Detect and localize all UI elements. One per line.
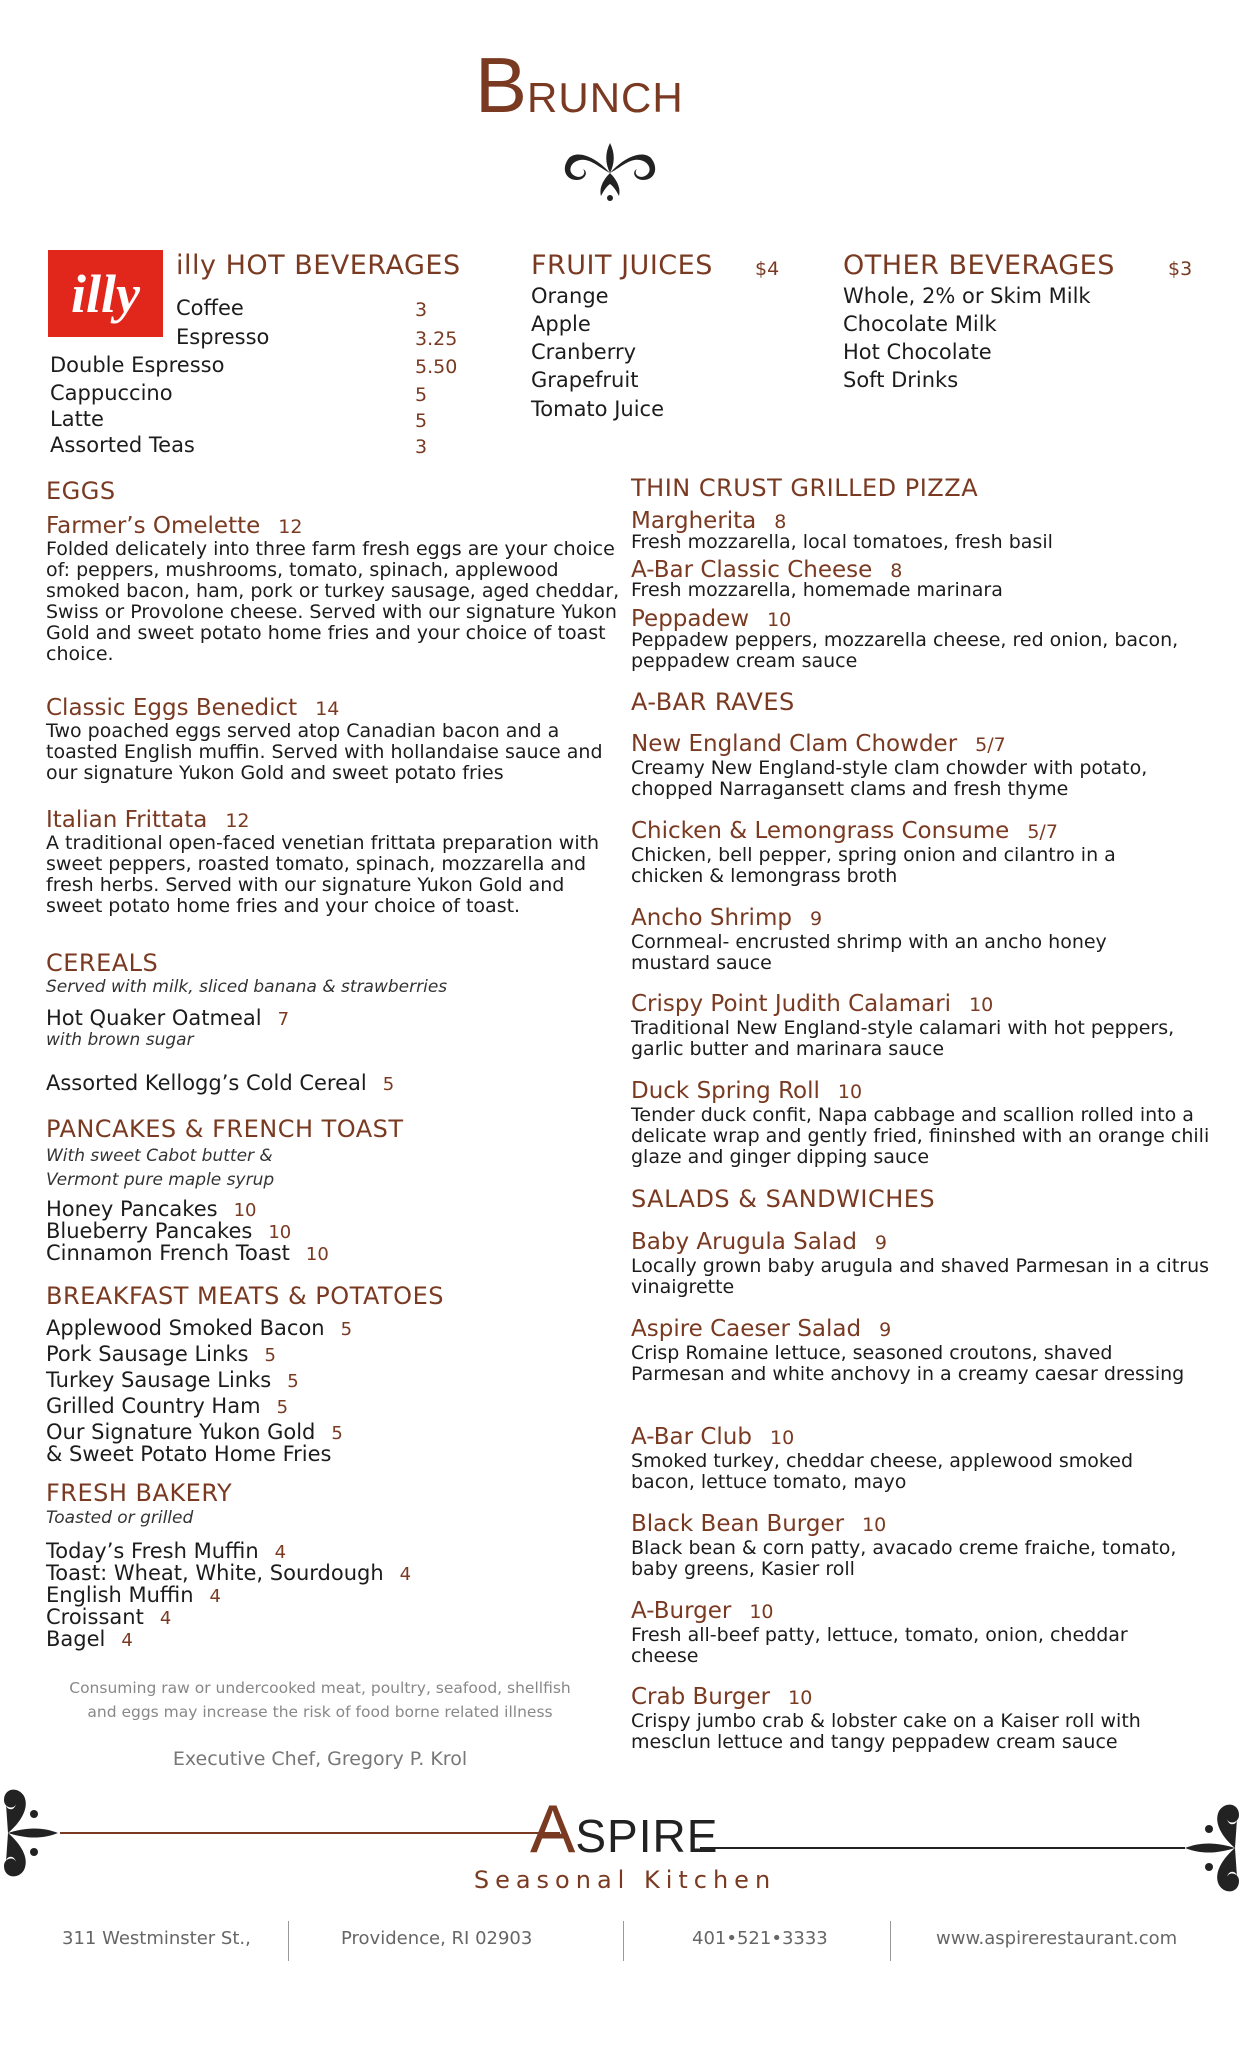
pancake-item [46,1197,256,1221]
item-price: 7 [277,1009,290,1030]
cereal-item [46,1071,394,1095]
brand-rest: SPIRE [575,1810,719,1862]
salads-item-desc: Locally grown baby arugula and shaved Parmesan in a citrus vinaigrette [631,1255,1210,1298]
item-price: 10 [788,1687,813,1709]
raves-item-title [631,1078,862,1104]
item-price: 5/7 [975,734,1006,756]
item-price: 12 [225,810,250,832]
salads-item-title [631,1424,794,1450]
other-bev-item: Chocolate Milk [843,312,997,336]
salads-item-title [631,1511,886,1537]
item-price: 10 [969,994,994,1016]
salads-item-desc: Fresh all-beef patty, lettuce, tomato, onion, cheddar cheese [631,1624,1128,1667]
item-price: 4 [121,1630,133,1651]
hot-bev-item: Assorted Teas [50,433,195,457]
hot-bev-item: Coffee [176,296,244,320]
item-price: 5 [340,1319,353,1340]
item-price: 10 [767,609,792,631]
item-name: Turkey Sausage Links [46,1368,272,1392]
item-name: Crab Burger [631,1684,771,1710]
item-price: 5/7 [1027,821,1058,843]
illy-logo-text: illy [71,263,140,324]
hot-beverages-title: illy HOT BEVERAGES [176,250,461,281]
item-name: Today’s Fresh Muffin [46,1539,259,1563]
juice-item: Cranberry [531,340,637,364]
hot-bev-item: Double Espresso [50,353,225,377]
raves-item-desc: Traditional New England-style calamari with hot peppers, garlic butter and marinara sauce [631,1017,1175,1060]
bakery-title: FRESH BAKERY [46,1479,233,1507]
item-name: Black Bean Burger [631,1511,845,1537]
salads-item-desc: Crisp Romaine lettuce, seasoned croutons, shaved Parmesan and white anchovy in a creamy caesar dressing [631,1342,1185,1385]
item-price: 9 [879,1319,892,1341]
raves-item-desc: Creamy New England-style clam chowder with potato, chopped Narragansett clams and fresh thyme [631,757,1148,800]
meat-item [46,1342,276,1366]
footer-divider [623,1921,624,1961]
item-price: 14 [315,698,340,720]
salads-item-title [631,1684,812,1710]
item-name: A-Bar Club [631,1424,752,1450]
item-price: 8 [774,511,787,533]
ornament-left-icon [0,1778,64,1888]
bakery-item [46,1539,286,1563]
raves-item-desc: Tender duck confit, Napa cabbage and scallion rolled into a delicate wrap and gently fried, fininshed with an orange chili glaze and ginger dipping sauce [631,1104,1210,1168]
hot-bev-price: 3 [415,436,428,458]
item-name: Ancho Shrimp [631,905,792,931]
item-name: Chicken & Lemongrass Consume [631,818,1010,844]
item-price: 5 [287,1371,299,1392]
bakery-item [46,1583,221,1607]
item-price: 10 [305,1244,329,1265]
meat-item [46,1316,352,1340]
item-name: Margherita [631,508,757,534]
bakery-item [46,1561,411,1585]
footer-phone: 401•521•3333 [692,1928,828,1949]
raves-item-title [631,731,1006,757]
other-beverages-price: $3 [1168,258,1193,280]
item-name: Blueberry Pancakes [46,1219,253,1243]
meat-item [46,1368,299,1392]
ornament-icon [555,138,665,203]
raves-item-desc: Chicken, bell pepper, spring onion and cilantro in a chicken & lemongrass broth [631,844,1116,887]
juice-item: Grapefruit [531,368,639,392]
item-price: 5 [276,1397,289,1418]
disclaimer-line: and eggs may increase the risk of food borne related illness [87,1703,553,1721]
item-name: A-Bar Classic Cheese [631,557,873,583]
footer-address: 311 Westminster St., [62,1928,251,1949]
raves-item-title [631,991,993,1017]
item-name: Toast: Wheat, White, Sourdough [46,1561,384,1585]
page-title-initial: B [475,41,528,129]
item-name: Applewood Smoked Bacon [46,1316,325,1340]
item-price: 10 [268,1222,292,1243]
item-name: Hot Quaker Oatmeal [46,1006,262,1030]
juice-item: Tomato Juice [531,397,664,421]
footer-divider [288,1921,289,1961]
juice-item: Apple [531,312,591,336]
footer-website[interactable]: www.aspirerestaurant.com [936,1928,1178,1949]
disclaimer-line: Consuming raw or undercooked meat, poultry, seafood, shellfish [69,1679,571,1697]
salads-item-desc: Crispy jumbo crab & lobster cake on a Kaiser roll with mesclun lettuce and tangy peppadew cream sauce [631,1710,1141,1753]
brand-tagline: Seasonal Kitchen [473,1866,777,1894]
eggs-item-title [46,807,250,833]
brand-rule-right [700,1847,1185,1849]
item-price: 8 [890,560,903,582]
item-price: 10 [233,1200,257,1221]
hot-bev-price: 5.50 [415,356,458,378]
chef-credit: Executive Chef, Gregory P. Krol [172,1748,468,1770]
eggs-item-title [46,695,339,721]
item-price: 5 [382,1074,395,1095]
brand-rule-left [60,1832,560,1834]
hot-bev-price: 3 [415,299,428,321]
page-title [475,40,775,131]
ornament-right-icon [1179,1793,1243,1903]
fruit-juices-price: $4 [755,258,780,280]
meat-item-continued: & Sweet Potato Home Fries [46,1442,332,1466]
item-price: 9 [809,908,823,930]
cereal-item [46,1006,289,1030]
hot-bev-item: Espresso [176,325,270,349]
item-name: Farmer’s Omelette [46,513,261,539]
other-bev-item: Hot Chocolate [843,340,992,364]
item-price: 4 [159,1608,172,1629]
item-price: 4 [399,1564,412,1585]
meat-item [46,1420,343,1444]
pancakes-note: With sweet Cabot butter & [46,1146,273,1166]
item-price: 9 [874,1232,888,1254]
item-name: Assorted Kellogg’s Cold Cereal [46,1071,367,1095]
cereal-item-sub: with brown sugar [46,1030,194,1050]
item-name: English Muffin [46,1583,194,1607]
pancake-item [46,1241,329,1265]
item-name: Honey Pancakes [46,1197,218,1221]
pizza-title: THIN CRUST GRILLED PIZZA [631,474,979,502]
item-price: 10 [769,1427,795,1449]
item-name: A-Burger [631,1598,732,1624]
item-name: Croissant [46,1605,144,1629]
item-price: 10 [837,1081,863,1103]
item-name: Peppadew [631,606,750,632]
pizza-item-desc: Fresh mozzarella, homemade marinara [631,579,1003,601]
eggs-item-desc: Two poached eggs served atop Canadian bacon and a toasted English muffin. Served with hollandaise sauce and our signature Yukon Gold and sweet potato fries [46,720,603,784]
eggs-item-desc: A traditional open-faced venetian frittata preparation with sweet peppers, roasted tomato, spinach, mozzarella and fresh herbs. Served with our signature Yukon Gold and sweet potato home fries and your choice of toast. [46,832,600,917]
pancakes-note: Vermont pure maple syrup [46,1170,275,1190]
bakery-item [46,1627,133,1651]
item-name: Crispy Point Judith Calamari [631,991,952,1017]
item-name: Baby Arugula Salad [631,1229,857,1255]
salads-item-title [631,1229,887,1255]
pizza-item-desc: Peppadew peppers, mozzarella cheese, red onion, bacon, peppadew cream sauce [631,629,1179,672]
bakery-note: Toasted or grilled [46,1508,194,1528]
hot-bev-item: Latte [50,407,104,431]
item-name: Classic Eggs Benedict [46,695,298,721]
item-price: 5 [264,1345,276,1366]
item-price: 10 [862,1514,887,1536]
other-bev-item: Whole, 2% or Skim Milk [843,284,1091,308]
item-price: 12 [278,516,303,538]
fruit-juices-title: FRUIT JUICES [531,250,713,281]
other-bev-item: Soft Drinks [843,368,959,392]
pancakes-title: PANCAKES & FRENCH TOAST [46,1115,404,1143]
brand-name [530,1790,718,1868]
salads-item-desc: Black bean & corn patty, avacado creme fraiche, tomato, baby greens, Kasier roll [631,1537,1177,1580]
raves-item-desc: Cornmeal- encrusted shrimp with an ancho honey mustard sauce [631,931,1107,974]
item-price: 4 [274,1542,287,1563]
cereals-title: CEREALS [46,949,159,977]
item-price: 4 [209,1586,221,1607]
bakery-item [46,1605,171,1629]
juice-item: Orange [531,284,609,308]
salads-item-title [631,1316,891,1342]
disclaimer [40,1676,600,1724]
item-name: Grilled Country Ham [46,1394,261,1418]
item-name: Italian Frittata [46,807,208,833]
salads-item-desc: Smoked turkey, cheddar cheese, applewood smoked bacon, lettuce tomato, mayo [631,1450,1134,1493]
brand-initial: A [530,1791,576,1867]
item-name: Pork Sausage Links [46,1342,249,1366]
footer-divider [890,1921,891,1961]
eggs-title: EGGS [46,477,116,505]
raves-item-title [631,818,1058,844]
item-name: Duck Spring Roll [631,1078,820,1104]
item-price: 10 [749,1601,774,1623]
pancake-item [46,1219,291,1243]
eggs-item-title [46,513,302,539]
item-price: 5 [331,1423,343,1444]
item-name: Our Signature Yukon Gold [46,1420,316,1444]
illy-logo [48,250,163,337]
raves-item-title [631,905,822,931]
item-name: Aspire Caeser Salad [631,1316,862,1342]
salads-item-title [631,1598,774,1624]
item-name: Bagel [46,1627,106,1651]
cereals-note: Served with milk, sliced banana & strawberries [46,977,448,997]
meat-item [46,1394,288,1418]
hot-bev-price: 5 [415,384,428,406]
pizza-item-desc: Fresh mozzarella, local tomatoes, fresh basil [631,531,1053,553]
item-name: Cinnamon French Toast [46,1241,290,1265]
other-beverages-title: OTHER BEVERAGES [843,250,1115,281]
eggs-item-desc: Folded delicately into three farm fresh eggs are your choice of: peppers, mushrooms, tomato, spinach, applewood smoked bacon, ham, pork or turkey sausage, aged cheddar, Swiss or Provolone cheese. Served with our signature Yukon Gold and sweet potato home fries and your choice of toast choice. [46,538,620,665]
hot-bev-price: 3.25 [415,328,458,350]
page-title-rest: RUNCH [527,74,684,121]
hot-bev-item: Cappuccino [50,381,173,405]
item-name: New England Clam Chowder [631,731,958,757]
raves-title: A-BAR RAVES [631,688,795,716]
footer-city: Providence, RI 02903 [341,1928,533,1949]
hot-bev-price: 5 [415,410,428,432]
meats-title: BREAKFAST MEATS & POTATOES [46,1282,444,1310]
salads-title: SALADS & SANDWICHES [631,1185,936,1213]
